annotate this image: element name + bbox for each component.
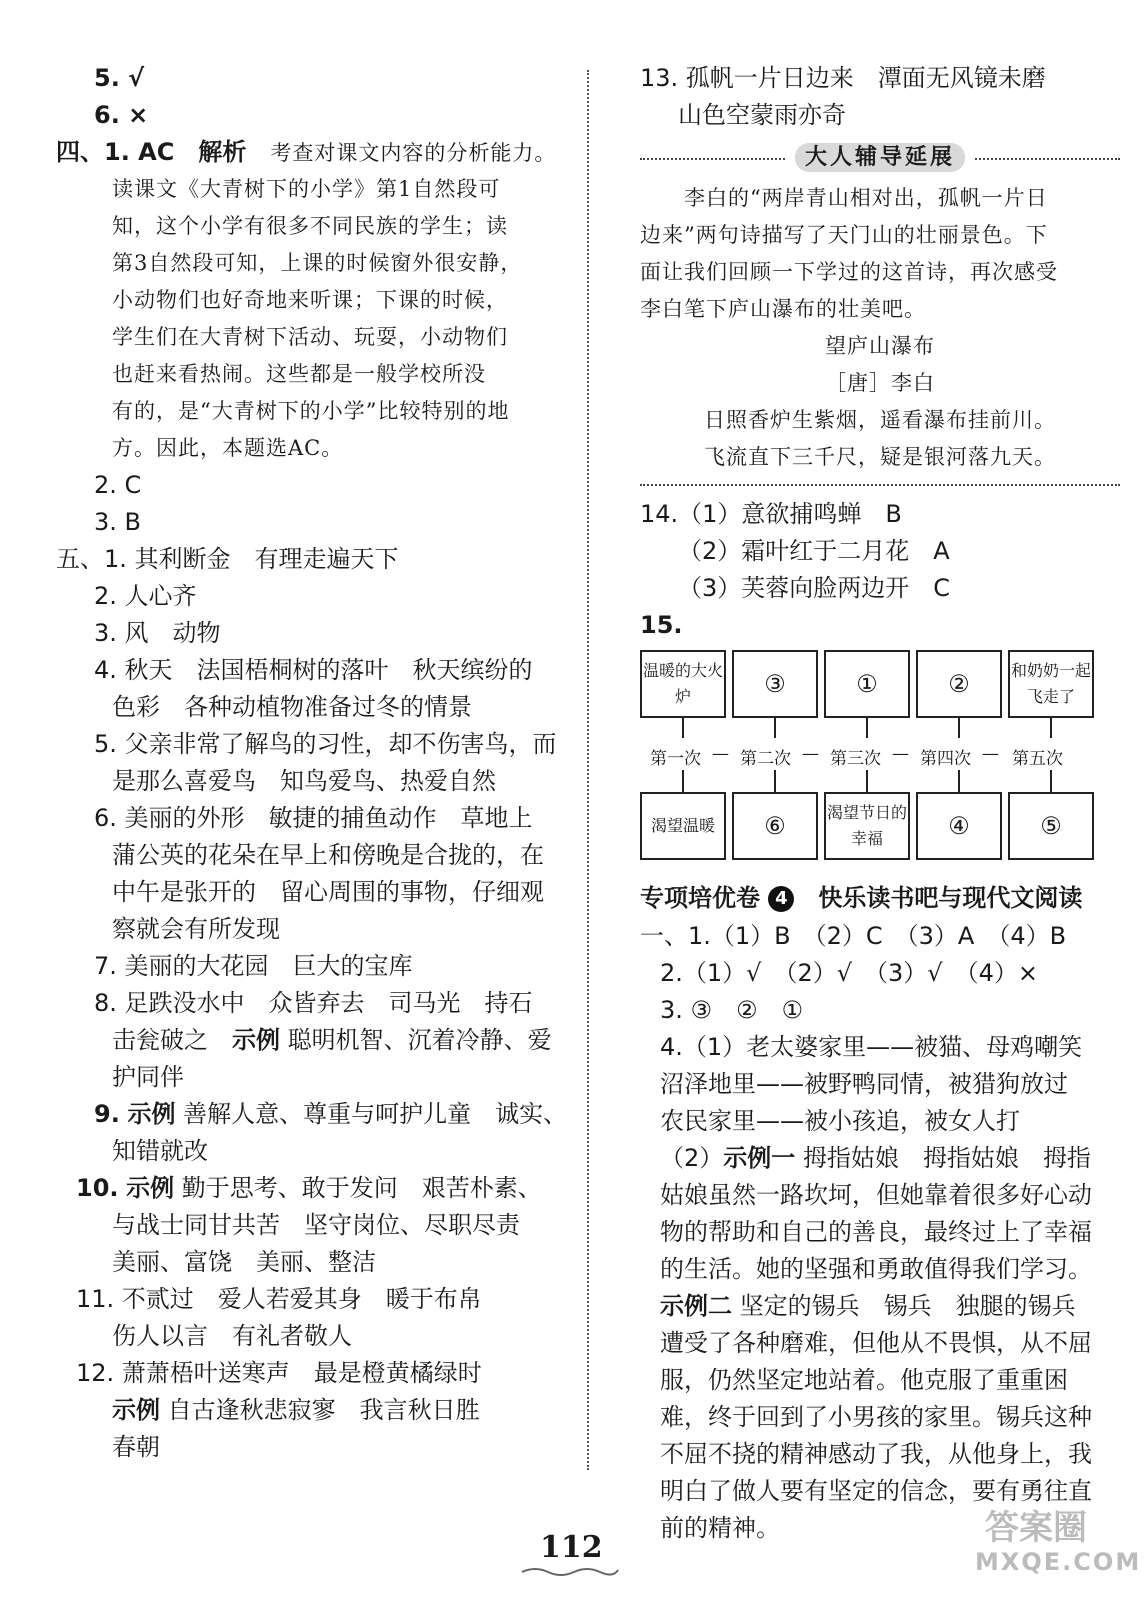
answer-line: 明白了做人要有坚定的信念，要有勇往直 bbox=[660, 1477, 1092, 1505]
analysis-text: 第3自然段可知，上课的时候窗外很安静， bbox=[112, 251, 523, 275]
watermark-logo: 答案圈 bbox=[985, 1508, 1087, 1548]
answer-number: 10. bbox=[76, 1174, 119, 1202]
sequence-diagram bbox=[640, 650, 1100, 870]
answer-line bbox=[56, 1096, 576, 1133]
connector bbox=[958, 716, 960, 738]
answer-text: 拇指姑娘 拇指姑娘 拇指 bbox=[795, 1144, 1091, 1172]
answer-line: 与战士同甘共苦 坚守岗位、尽职尽责 bbox=[112, 1211, 520, 1239]
extension-text: 边来”两句诗描写了天门山的壮丽景色。下 bbox=[640, 223, 1048, 247]
answer-line: 察就会有所发现 bbox=[112, 915, 280, 943]
analysis-text: 考查对课文内容的分析能力。 bbox=[270, 141, 557, 165]
section-title bbox=[785, 140, 975, 171]
watermark-url: MXQE.COM bbox=[975, 1548, 1142, 1576]
connector bbox=[682, 716, 684, 738]
answer-line: 农民家里——被小孩追，被女人打 bbox=[660, 1107, 1020, 1135]
sequence-label: 第一次 bbox=[650, 749, 701, 769]
answer-text: 勤于思考、敢于发问 艰苦朴素、 bbox=[174, 1174, 542, 1202]
answer-line: （2）霜叶红于二月花 A bbox=[678, 537, 950, 565]
answer-line: 3. B bbox=[94, 508, 141, 536]
answer-line: 3. ③ ② ① bbox=[660, 996, 804, 1024]
answer-text: 自古逢秋悲寂寥 我言秋日胜 bbox=[160, 1396, 480, 1424]
answer-number: 四、1. AC bbox=[56, 138, 175, 166]
answer-line bbox=[640, 1140, 1120, 1177]
connector bbox=[1050, 716, 1052, 738]
analysis-text: 方。因此，本题选AC。 bbox=[112, 436, 344, 460]
answer-line: 13. 孤帆一片日边来 潭面无风镜未磨 bbox=[640, 64, 1046, 92]
answer-text: 坚定的锡兵 锡兵 独腿的锡兵 bbox=[732, 1292, 1076, 1320]
connector bbox=[866, 716, 868, 738]
answer-line: 美丽、富饶 美丽、整洁 bbox=[112, 1248, 376, 1276]
answer-line: 14.（1）意欲捕鸣蝉 B bbox=[640, 500, 902, 528]
answer-text: 击瓮破之 bbox=[112, 1026, 232, 1054]
answer-text: 善解人意、尊重与呵护儿童 诚实、 bbox=[175, 1100, 568, 1128]
answer-line: 服，仍然坚定地站着。他克服了重重困 bbox=[660, 1366, 1068, 1394]
page-number: 112 bbox=[540, 1530, 603, 1565]
extension-text: 李白笔下庐山瀑布的壮美吧。 bbox=[640, 297, 926, 321]
diagram-box-bottom: ⑥ bbox=[732, 792, 818, 860]
analysis-text: 有的，是“大青树下的小学”比较特别的地 bbox=[112, 399, 510, 423]
answer-line: （3）芙蓉向脸两边开 C bbox=[678, 574, 951, 602]
answer-line: 8. 足跌没水中 众皆弃去 司马光 持石 bbox=[94, 989, 533, 1017]
answer-line: 6. × bbox=[94, 101, 149, 129]
extension-text: 面让我们回顾一下学过的这首诗，再次感受 bbox=[640, 260, 1058, 284]
diagram-box-top: ② bbox=[916, 650, 1002, 718]
heading-text: 快乐读书吧与现代文阅读 bbox=[818, 884, 1083, 912]
analysis-tag: 解析 bbox=[198, 138, 247, 166]
example-tag: 示例一 bbox=[723, 1144, 796, 1172]
answer-line: 前的精神。 bbox=[660, 1514, 780, 1542]
answer-line: 7. 美丽的大花园 巨大的宝库 bbox=[94, 952, 413, 980]
section-heading bbox=[640, 878, 1120, 918]
answer-line: 5. √ bbox=[94, 64, 145, 92]
sequence-dash: — bbox=[892, 744, 909, 764]
sequence-dash: — bbox=[982, 744, 999, 764]
answer-line: 3. 风 动物 bbox=[94, 619, 221, 647]
answer-line: 5. 父亲非常了解鸟的习性，却不伤害鸟，而 bbox=[94, 730, 557, 758]
diagram-box-top: 温暖的大火炉 bbox=[640, 650, 726, 718]
answer-line bbox=[640, 1288, 1120, 1325]
answer-line: 难，终于回到了小男孩的家里。锡兵这种 bbox=[660, 1403, 1092, 1431]
poem-author: ［唐］李白 bbox=[825, 371, 935, 395]
example-tag: 示例 bbox=[232, 1026, 280, 1054]
connector bbox=[774, 770, 776, 792]
answer-line: 姑娘虽然一路坎坷，但她靠着很多好心动 bbox=[660, 1181, 1092, 1209]
sequence-label: 第五次 bbox=[1012, 749, 1063, 769]
sequence-label: 第四次 bbox=[920, 749, 971, 769]
heading-number-badge: 4 bbox=[768, 886, 794, 912]
dotted-rule bbox=[640, 484, 1120, 486]
heading-text: 专项培优卷 bbox=[640, 884, 760, 912]
answer-line: 6. 美丽的外形 敏捷的捕鱼动作 草地上 bbox=[94, 804, 533, 832]
answer-number: 9. bbox=[94, 1100, 120, 1128]
column-divider bbox=[587, 70, 589, 1470]
answer-line bbox=[56, 1022, 576, 1059]
answer-line: 的生活。她的坚强和勇敢值得我们学习。 bbox=[660, 1255, 1092, 1283]
section-title-text: 大人辅导延展 bbox=[795, 143, 965, 172]
example-tag: 示例 bbox=[112, 1396, 160, 1424]
answer-line: 4.（1）老太婆家里——被猫、母鸡嘲笑 bbox=[660, 1033, 1083, 1061]
answer-line: 护同伴 bbox=[112, 1063, 184, 1091]
answer-line: 色彩 各种动植物准备过冬的情景 bbox=[112, 693, 472, 721]
analysis-text: 读课文《大青树下的小学》第1自然段可 bbox=[112, 177, 501, 201]
answer-line: 蒲公英的花朵在早上和傍晚是合拢的，在 bbox=[112, 841, 544, 869]
answer-line: 12. 萧萧梧叶送寒声 最是橙黄橘绿时 bbox=[76, 1359, 482, 1387]
diagram-box-bottom: ④ bbox=[916, 792, 1002, 860]
answer-line: 不屈不挠的精神感动了我，从他身上，我 bbox=[660, 1440, 1092, 1468]
analysis-text: 也赶来看热闹。这些都是一般学校所没 bbox=[112, 362, 486, 386]
answer-line: 物的帮助和自己的善良，最终过上了幸福 bbox=[660, 1218, 1092, 1246]
diagram-box-top: ③ bbox=[732, 650, 818, 718]
right-column bbox=[640, 60, 1120, 1547]
connector bbox=[866, 770, 868, 792]
analysis-text: 小动物们也好奇地来听课；下课的时候， bbox=[112, 288, 508, 312]
answer-text: 聪明机智、沉着冷静、爱 bbox=[280, 1026, 552, 1054]
answer-line: 知错就改 bbox=[112, 1137, 208, 1165]
extension-text: 李白的“两岸青山相对出，孤帆一片日 bbox=[684, 186, 1048, 210]
answer-line bbox=[56, 1392, 576, 1429]
answer-line: 山色空蒙雨亦奇 bbox=[678, 101, 846, 129]
answer-line: 2.（1）√ （2）√ （3）√ （4）× bbox=[660, 959, 1038, 987]
connector bbox=[774, 716, 776, 738]
diagram-box-bottom: 渴望温暖 bbox=[640, 792, 726, 860]
answer-line: 4. 秋天 法国梧桐树的落叶 秋天缤纷的 bbox=[94, 656, 533, 684]
answer-line: 伤人以言 有礼者敬人 bbox=[112, 1322, 352, 1350]
poem-line: 日照香炉生紫烟，遥看瀑布挂前川。 bbox=[704, 408, 1056, 432]
answer-line: 15. bbox=[640, 611, 683, 639]
answer-line: 2. 人心齐 bbox=[94, 582, 197, 610]
analysis-text: 知，这个小学有很多不同民族的学生；读 bbox=[112, 214, 508, 238]
connector bbox=[682, 770, 684, 792]
answer-line: 春朝 bbox=[112, 1433, 160, 1461]
answer-line: 一、1.（1）B （2）C （3）A （4）B bbox=[640, 922, 1067, 950]
example-tag: 示例二 bbox=[660, 1292, 732, 1320]
diagram-box-bottom: 渴望节日的幸福 bbox=[824, 792, 910, 860]
answer-line: 是那么喜爱鸟 知鸟爱鸟、热爱自然 bbox=[112, 767, 496, 795]
answer-line: 中午是张开的 留心周围的事物，仔细观 bbox=[112, 878, 544, 906]
answer-line: 遭受了各种磨难，但他从不畏惧，从不屈 bbox=[660, 1329, 1092, 1357]
poem-title: 望庐山瀑布 bbox=[825, 334, 935, 358]
connector bbox=[1050, 770, 1052, 792]
page-number-wave-icon bbox=[520, 1564, 620, 1576]
sequence-dash: — bbox=[802, 744, 819, 764]
connector bbox=[958, 770, 960, 792]
diagram-box-bottom: ⑤ bbox=[1008, 792, 1094, 860]
answer-text: （2） bbox=[660, 1144, 724, 1172]
answer-line: 沼泽地里——被野鸭同情，被猎狗放过 bbox=[660, 1070, 1068, 1098]
answer-line bbox=[56, 134, 576, 171]
extension-section-header bbox=[640, 138, 1120, 178]
sequence-dash: — bbox=[712, 744, 729, 764]
answer-line bbox=[56, 1170, 576, 1207]
example-tag: 示例 bbox=[126, 1174, 175, 1202]
answer-line: 五、1. 其利断金 有理走遍天下 bbox=[56, 545, 399, 573]
example-tag: 示例 bbox=[127, 1100, 176, 1128]
sequence-label: 第三次 bbox=[830, 749, 881, 769]
poem-line: 飞流直下三千尺，疑是银河落九天。 bbox=[704, 445, 1056, 469]
analysis-text: 学生们在大青树下活动、玩耍，小动物们 bbox=[112, 325, 508, 349]
answer-line: 2. C bbox=[94, 471, 142, 499]
sequence-label: 第二次 bbox=[740, 749, 791, 769]
left-column bbox=[56, 60, 576, 1466]
diagram-box-top: 和奶奶一起飞走了 bbox=[1008, 650, 1094, 718]
diagram-box-top: ① bbox=[824, 650, 910, 718]
answer-line: 11. 不贰过 爱人若爱其身 暖于布帛 bbox=[76, 1285, 482, 1313]
